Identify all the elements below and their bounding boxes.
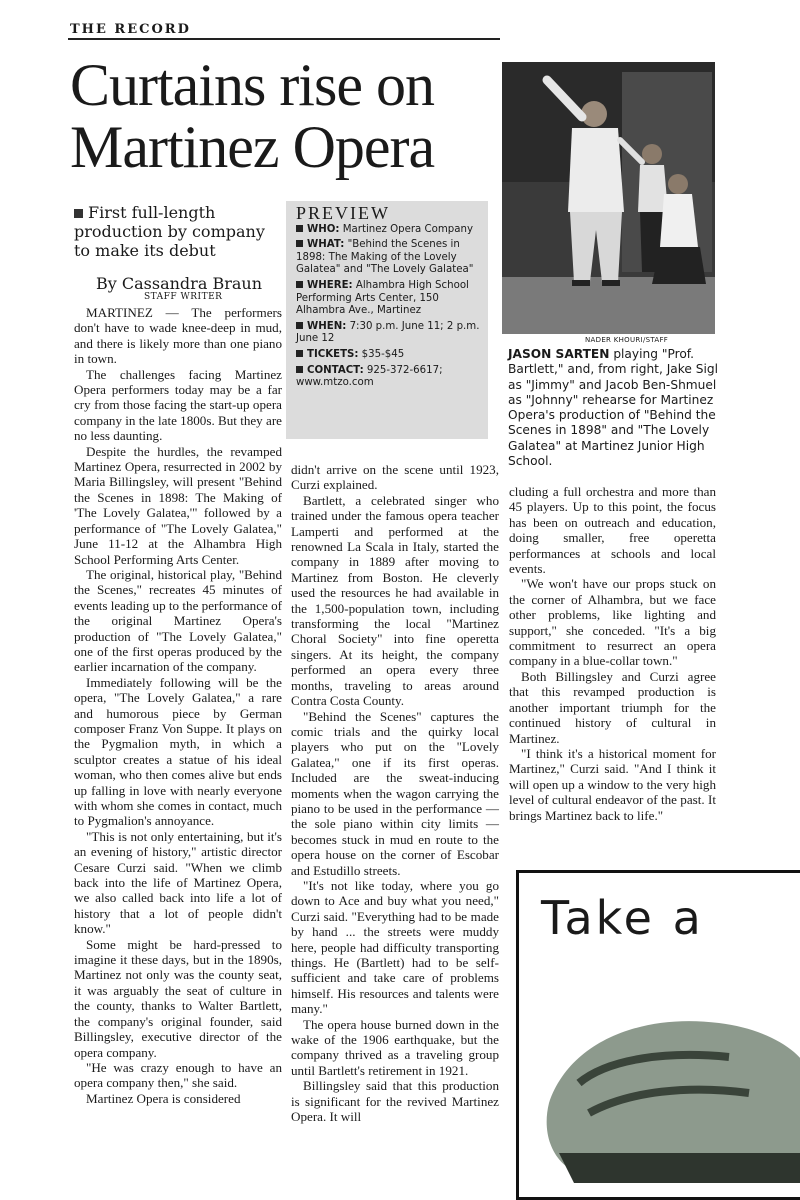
paragraph: "This is not only entertaining, but it's an evening of history," artistic director Cesare Curzi said. "When we climb back into the life of Martinez Opera, we also called back into life a lot of history that a lot of people didn't know." (74, 828, 282, 937)
ad-headline: Take a (541, 891, 704, 945)
paragraph: didn't arrive on the scene until 1923, Curzi explained. (291, 462, 499, 493)
preview-item-label: WHAT: (307, 239, 345, 251)
paragraph: "He was crazy enough to have an opera company then," she said. (74, 1059, 282, 1091)
paragraph: MARTINEZ — The performers don't have to wade knee-deep in mud, and there is likely more than one piano in town. (74, 305, 282, 367)
article-column-2 (291, 462, 499, 1124)
caption-text: playing "Prof. Bartlett," and, from right, Jake Sigl as "Jimmy" and Jacob Ben-Shmuel as "Johnny" rehearse for Martinez Opera's production of "Behind the Scenes in 1898" and "The Lovely Galatea" at Martinez Junior High School. (508, 347, 719, 469)
paragraph: Billingsley said that this production is significant for the revived Martinez Opera. It will (291, 1078, 499, 1125)
advertisement (516, 870, 800, 1200)
photo-illustration (502, 62, 715, 334)
paragraph: The challenges facing Martinez Opera performers today may be a far cry from those facing the start-up opera company in the late 1800s. But they are no less daunting. (74, 366, 282, 444)
preview-item-label: TICKETS: (307, 348, 359, 360)
preview-item-text: Martinez Opera Company (339, 223, 473, 235)
preview-items (292, 224, 482, 390)
photo-caption (508, 347, 720, 469)
paragraph: "I think it's a historical moment for Martinez," Curzi said. "And I think it will open up a window to the very high level of cultural endeavor of the past. It brings Martinez back to life." (509, 745, 716, 823)
preview-box (286, 201, 488, 439)
dek-text: First full-length production by company to make its debut (74, 203, 265, 260)
paragraph: "We won't have our props stuck on the corner of Alhambra, but we face other problems, like lighting and support," she conceded. "It's a big commitment to resurrect an opera company in a blue-collar town." (509, 576, 716, 669)
rehearsal-photo (502, 62, 715, 334)
preview-item-text: $35-$45 (358, 348, 405, 360)
article-column-1 (74, 305, 282, 1106)
preview-item-text: 925-372-6617; www.mtzo.com (296, 364, 443, 389)
paragraph: The opera house burned down in the wake of the 1906 earthquake, but the company thrived as a traveling group until Bartlett's retirement in 1921. (291, 1016, 499, 1078)
paragraph: "It's not like today, where you go down to Ace and buy what you need," Curzi said. "Everything had to be made by hand ... the streets were muddy here, people had difficulty transporting things. He (Bartlett) had to be self-sufficient and take care of problems himself. His resources and talents were many." (291, 877, 499, 1017)
preview-item (296, 280, 482, 318)
bullet-square-icon (296, 350, 303, 357)
preview-item-text: Alhambra High School Performing Arts Center, 150 Alhambra Ave., Martinez (296, 279, 469, 317)
preview-item (296, 349, 482, 362)
paragraph: "Behind the Scenes" captures the comic trials and the quirky local players who put on the "Lovely Galatea," one if its first operas. Included are the sweat-inducing moments when the wagon carrying the piano to be used in the performance — the sole piano within city limits — becomes stuck in mud en route to the opera house on the corner of Escobar and Estudillo streets. (291, 708, 499, 878)
paragraph: Some might be hard-pressed to imagine it these days, but in the 1890s, Martinez not only was the county seat, it was arguably the seat of culture in the county, thanks to Walter Bartlett, the company's original founder, said Billingsley, executive director of the opera company. (74, 936, 282, 1060)
bullet-square-icon (296, 240, 303, 247)
preview-item-text: 7:30 p.m. June 11; 2 p.m. June 12 (296, 320, 480, 345)
preview-item-label: WHERE: (307, 279, 353, 291)
preview-item (296, 224, 482, 237)
paragraph: Martinez Opera is considered (86, 1090, 241, 1106)
paragraph: The original, historical play, "Behind the Scenes," recreates 45 minutes of events leading up to the performance of the original Martinez Opera's production of "The Lovely Galatea," one of the first operas produced by the earlier incarnation of the company. (74, 566, 282, 675)
paragraph: Immediately following will be the opera, "The Lovely Galatea," a rare and humorous piece by German composer Franz Von Suppe. It plays on the Pygmalion myth, in which a sculptor creates a statue of his ideal woman, who then comes alive but ends up falling in love with nearly everyone with whom she comes in contact, much to Pygmalion's annoyance. (74, 674, 282, 829)
bullet-square-icon (74, 209, 83, 218)
masthead-rule (68, 38, 500, 40)
caption-lead: JASON SARTEN (508, 347, 610, 361)
preview-item-label: WHO: (307, 223, 340, 235)
bullet-square-icon (296, 366, 303, 373)
dek (74, 203, 274, 260)
bullet-square-icon (296, 322, 303, 329)
preview-item (296, 321, 482, 346)
preview-title: PREVIEW (296, 203, 390, 223)
headline: Curtains rise on Martinez Opera (70, 52, 435, 180)
preview-item (296, 239, 482, 277)
paragraph: cluding a full orchestra and more than 45 players. Up to this point, the focus has been on outreach and education, doing smaller, free operetta performances at schools and local events. (509, 484, 716, 577)
article-column-3 (509, 484, 716, 823)
bullet-square-icon (296, 225, 303, 232)
bullet-square-icon (296, 281, 303, 288)
photo-credit: NADER KHOURI/STAFF (585, 336, 669, 344)
shoe-icon (519, 873, 800, 1197)
byline: By Cassandra Braun (96, 274, 262, 293)
preview-item-label: WHEN: (307, 320, 347, 332)
preview-item (296, 365, 482, 390)
paragraph: Bartlett, a celebrated singer who trained under the famous opera teacher Lamperti and performed at the renowned La Scala in Italy, started the company in 1889 after moving to Martinez from Boston. He cleverly used the resources he had available in the 1,500-population town, including transforming the local "Martinez Choral Society" into fine operetta singers. At its height, the company performed an opera every three months, traveling to areas around Contra Costa County. (291, 492, 499, 709)
masthead: THE RECORD (70, 22, 191, 37)
preview-item-label: CONTACT: (307, 364, 364, 376)
preview-item-text: "Behind the Scenes in 1898: The Making of the Lovely Galatea" and "The Lovely Galatea" (296, 239, 474, 276)
paragraph: Both Billingsley and Curzi agree that this revamped production is another important triumph for the continued history of cultural in Martinez. (509, 668, 716, 746)
byline-role: STAFF WRITER (144, 292, 223, 302)
paragraph: Despite the hurdles, the revamped Martinez Opera, resurrected in 2002 by Maria Billingsley, will present "Behind the Scenes in 1898: The Making of 'The Lovely Galatea,'" followed by a performance of "The Lovely Galatea," June 11-12 at the Alhambra High School Performing Arts Center. (74, 443, 282, 567)
